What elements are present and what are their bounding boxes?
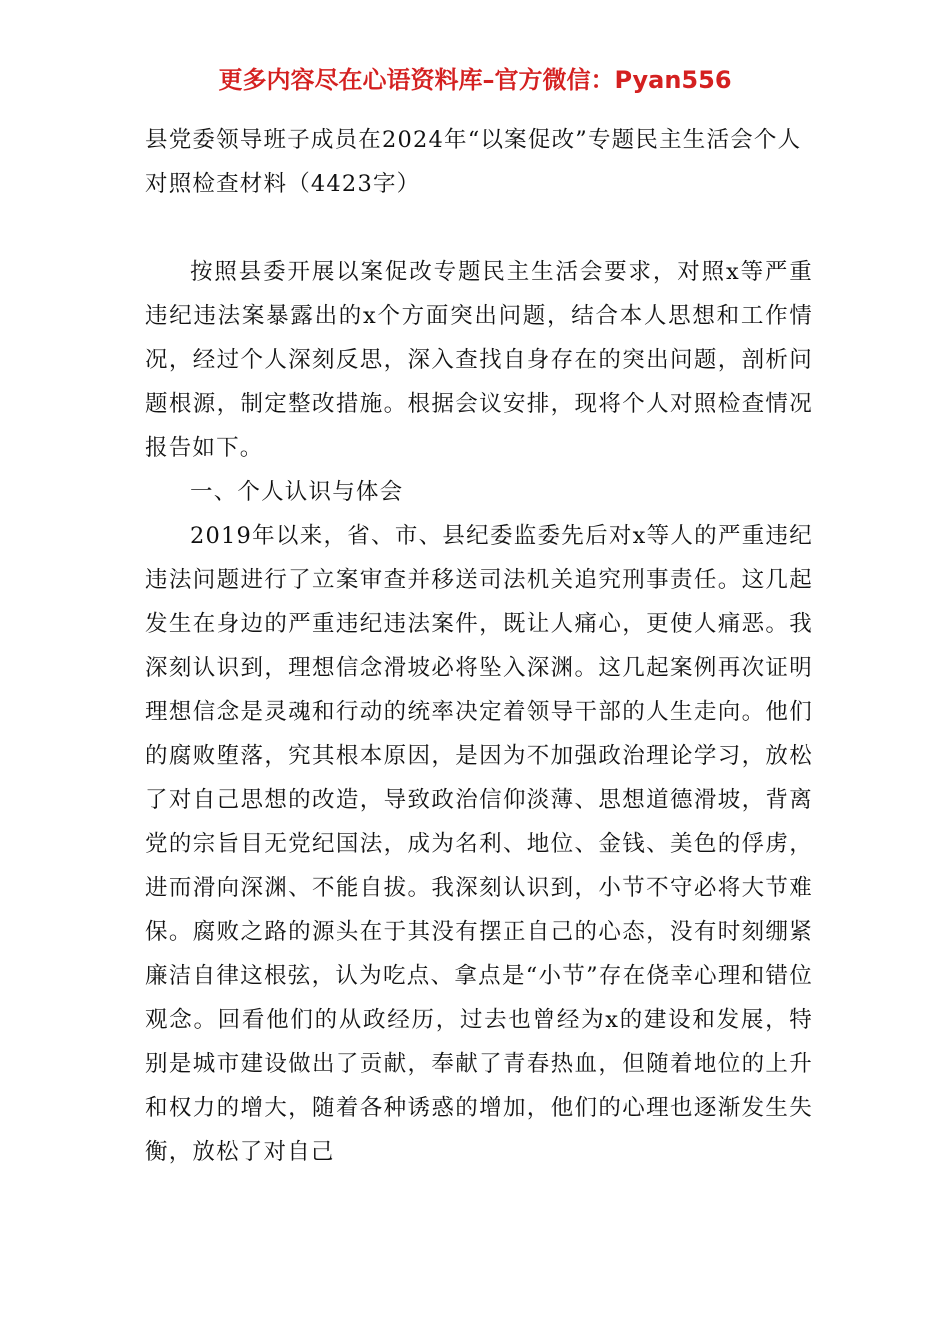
section-heading: 一、个人认识与体会 [190, 479, 404, 505]
promo-banner [0, 62, 950, 98]
document-title: 县党委领导班子成员在2024年“以案促改”专题民主生活会个人对照检查材料（4423字） [145, 127, 802, 197]
blank-line [145, 206, 813, 250]
banner-main-text: 更多内容尽在心语资料库 [218, 66, 483, 94]
intro-paragraph: 按照县委开展以案促改专题民主生活会要求，对照x等严重违纪违法案暴露出的x个方面突出问题，结合本人思想和工作情况，经过个人深刻反思，深入查找自身存在的突出问题，剖析问题根源，制定整改措施。根据会议安排，现将个人对照检查情况报告如下。 [145, 259, 813, 461]
document-body [145, 118, 813, 1174]
banner-separator: – [482, 66, 495, 94]
banner-wechat-text: 官方微信：Pyan556 [494, 66, 732, 94]
section-body-paragraph: 2019年以来，省、市、县纪委监委先后对x等人的严重违纪违法问题进行了立案审查并移送司法机关追究刑事责任。这几起发生在身边的严重违纪违法案件，既让人痛心，更使人痛恶。我深刻认识到，理想信念滑坡必将坠入深渊。这几起案例再次证明理想信念是灵魂和行动的统率决定着领导干部的人生走向。他们的腐败堕落，究其根本原因，是因为不加强政治理论学习，放松了对自己思想的改造，导致政治信仰淡薄、思想道德滑坡，背离党的宗旨目无党纪国法，成为名利、地位、金钱、美色的俘虏，进而滑向深渊、不能自拔。我深刻认识到，小节不守必将大节难保。腐败之路的源头在于其没有摆正自己的心态，没有时刻绷紧廉洁自律这根弦，认为吃点、拿点是“小节”存在侥幸心理和错位观念。回看他们的从政经历，过去也曾经为x的建设和发展，特别是城市建设做出了贡献，奉献了青春热血，但随着地位的上升和权力的增大，随着各种诱惑的增加，他们的心理也逐渐发生失衡，放松了对自己 [145, 523, 813, 1165]
